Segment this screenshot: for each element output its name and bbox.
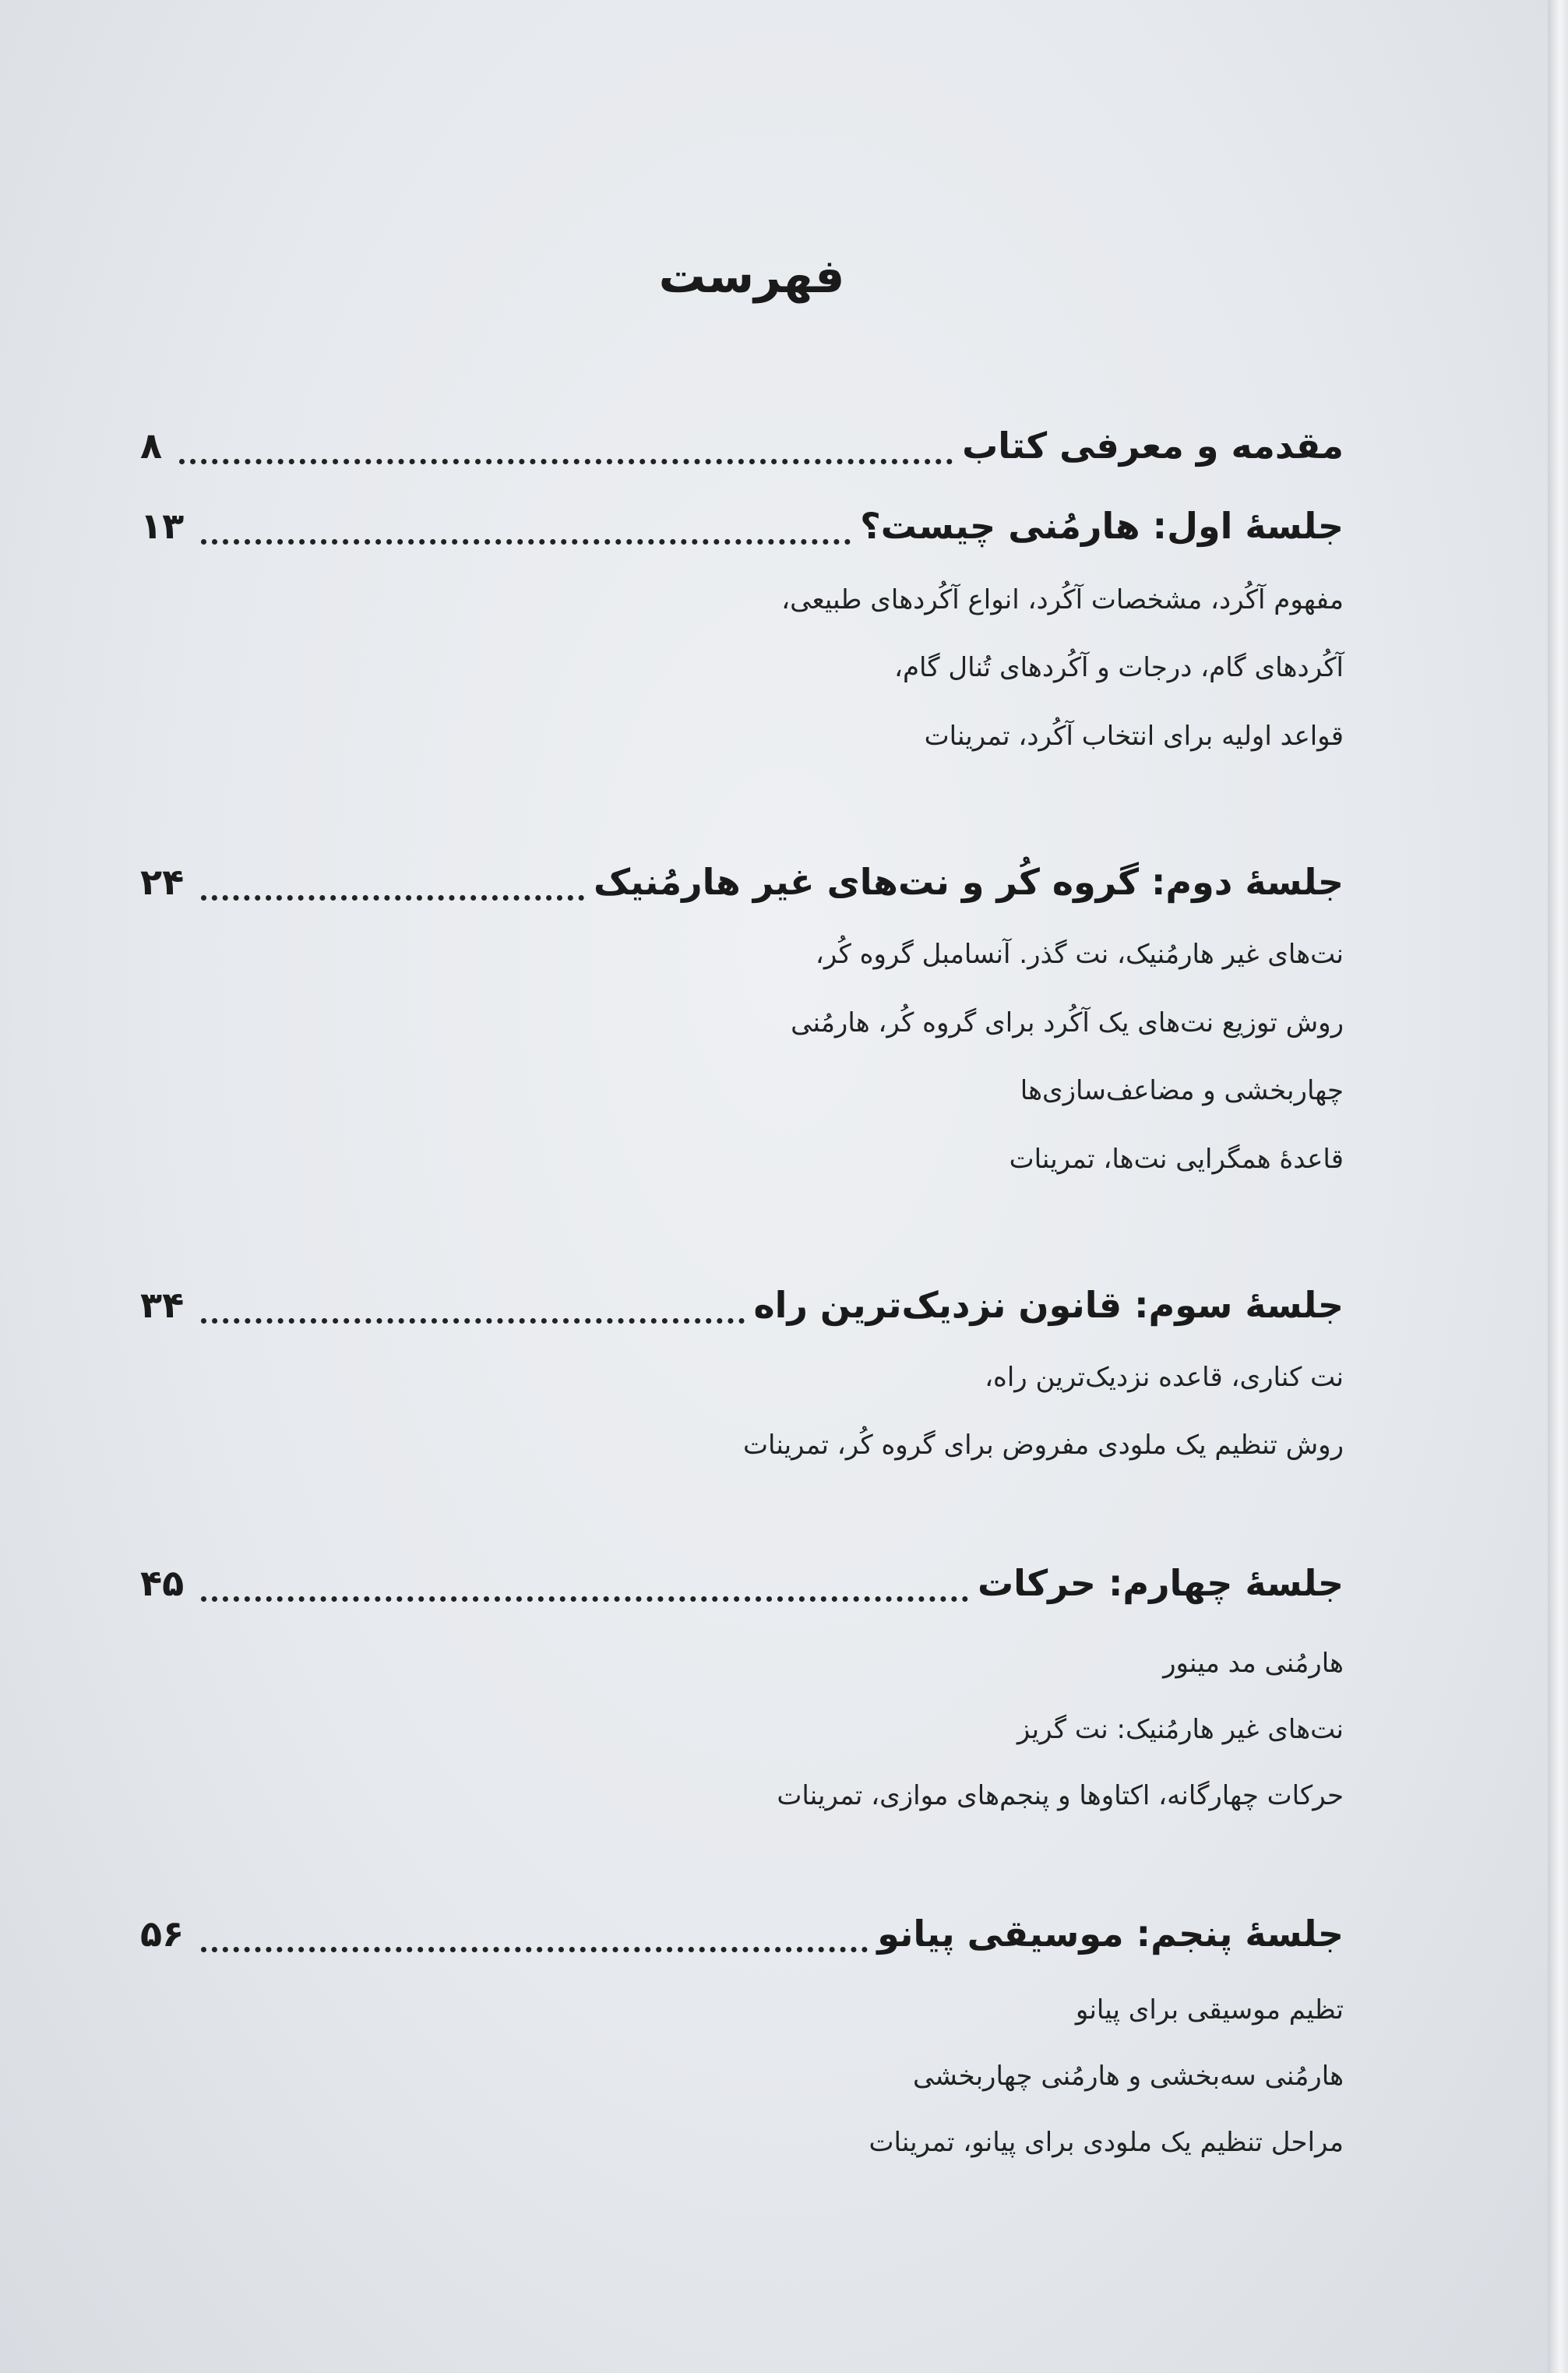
toc-subitem: حرکات چهارگانه، اکتاوها و پنجم‌های موازی، تمرینات [777, 1780, 1344, 1811]
toc-subitem: هارمُنی مد مینور [1163, 1648, 1344, 1679]
toc-subitem: روش تنظیم یک ملودی مفروض برای گروه کُر، تمرینات [742, 1430, 1344, 1461]
toc-heading-row[interactable] [140, 1562, 1344, 1624]
page-title: فهرست [658, 249, 845, 304]
dot-leader [201, 1596, 968, 1602]
toc-subitem: آکُردهای گام، درجات و آکُردهای تُنال گام، [893, 652, 1344, 683]
toc-heading: جلسهٔ اول: هارمُنی چیست؟ [860, 505, 1344, 547]
dot-leader [201, 539, 851, 545]
toc-heading: جلسهٔ پنجم: موسیقی پیانو [877, 1913, 1344, 1955]
dot-leader [201, 1318, 745, 1324]
toc-page-number: ۵۶ [140, 1913, 185, 1955]
toc-page-number: ۲۴ [140, 861, 185, 903]
toc-heading: مقدمه و معرفی کتاب [962, 425, 1344, 467]
toc-subitem: مفهوم آکُرد، مشخصات آکُرد، انواع آکُردهای طبیعی، [781, 584, 1344, 615]
dot-leader [201, 895, 584, 901]
toc-subitem: چهاربخشی و مضاعف‌سازی‌ها [1020, 1075, 1344, 1106]
toc-heading: جلسهٔ سوم: قانون نزدیک‌ترین راه [753, 1284, 1344, 1326]
toc-heading-row[interactable] [140, 1284, 1344, 1346]
toc-page-number: ۴۵ [140, 1562, 185, 1604]
toc-page-number: ۸ [140, 425, 163, 467]
toc-page-number: ۳۴ [140, 1284, 185, 1326]
toc-heading: جلسهٔ چهارم: حرکات [977, 1562, 1344, 1604]
toc-heading: جلسهٔ دوم: گروه کُر و نت‌های غیر هارمُنیک [593, 861, 1344, 903]
toc-heading-row[interactable] [140, 505, 1344, 567]
toc-subitem: نت‌های غیر هارمُنیک، نت گذر. آنسامبل گروه کُر، [815, 939, 1344, 970]
toc-subitem: روش توزیع نت‌های یک آکُرد برای گروه کُر، هارمُنی [791, 1007, 1344, 1038]
dot-leader [201, 1947, 868, 1952]
toc-subitem: نت کناری، قاعده نزدیک‌ترین راه، [985, 1362, 1344, 1393]
toc-heading-row[interactable] [140, 1913, 1344, 1975]
toc-heading-row[interactable] [140, 425, 1344, 487]
toc-subitem: هارمُنی سه‌بخشی و هارمُنی چهاربخشی [912, 2061, 1344, 2092]
toc-subitem: مراحل تنظیم یک ملودی برای پیانو، تمرینات [869, 2127, 1344, 2158]
toc-page-number: ۱۳ [140, 505, 185, 547]
toc-heading-row[interactable] [140, 861, 1344, 923]
toc-subitem: نت‌های غیر هارمُنیک: نت گریز [1017, 1714, 1344, 1745]
toc-subitem: قواعد اولیه برای انتخاب آکُرد، تمرینات [924, 721, 1344, 752]
dot-leader [179, 459, 953, 464]
toc-subitem: تظیم موسیقی برای پیانو [1075, 1994, 1344, 2026]
toc-subitem: قاعدهٔ همگرایی نت‌ها، تمرینات [1009, 1144, 1344, 1175]
